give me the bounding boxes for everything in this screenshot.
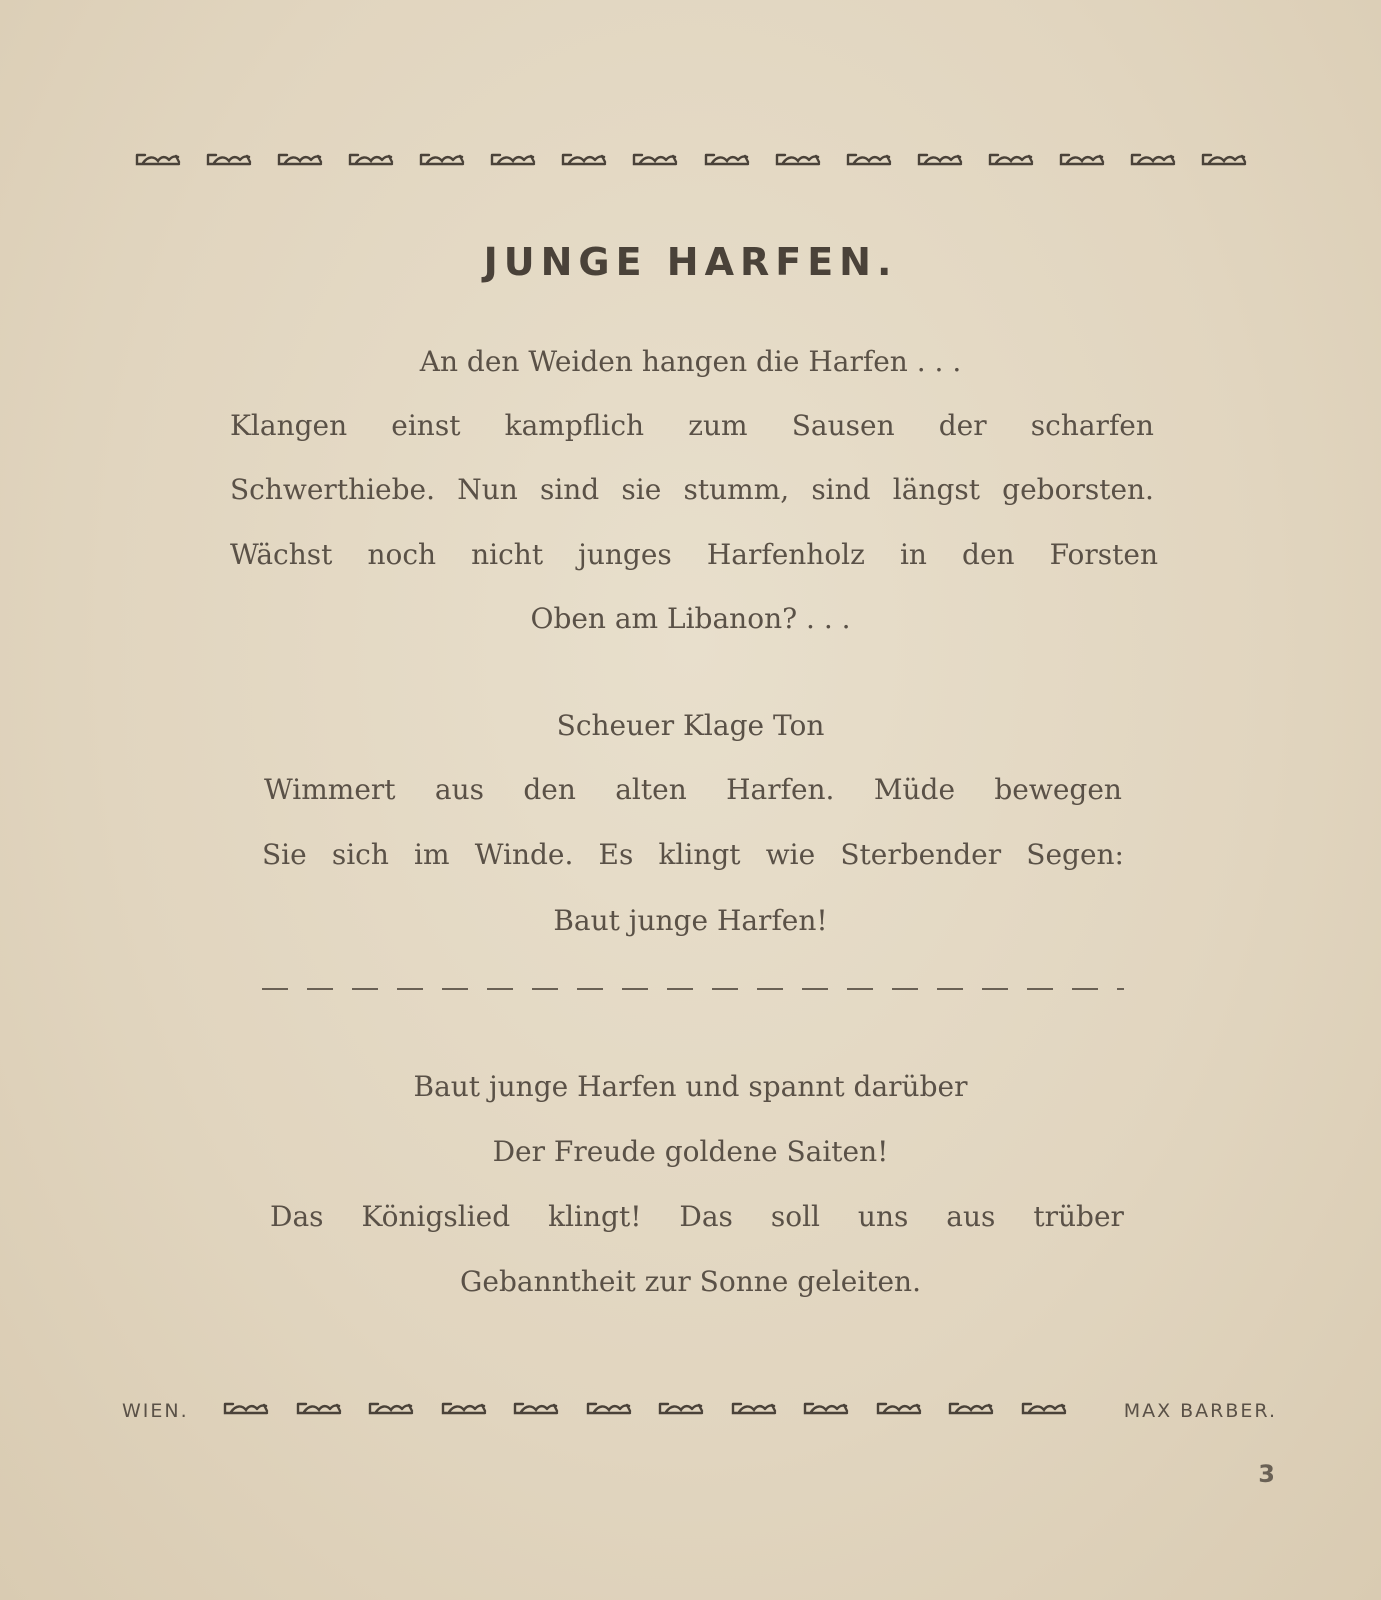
poem-word: alten bbox=[615, 773, 687, 806]
poem-word: Harfen. bbox=[726, 773, 835, 806]
poem-word: sind bbox=[811, 473, 871, 506]
poem-line: An den Weiden hangen die Harfen . . . bbox=[419, 345, 962, 378]
ornament-icon bbox=[585, 1401, 633, 1415]
ornament-icon bbox=[367, 1401, 415, 1415]
ornament-icon bbox=[1058, 152, 1106, 166]
poem-word: sie bbox=[621, 473, 662, 506]
ornament-icon bbox=[1129, 152, 1177, 166]
poem-word: sind bbox=[539, 473, 600, 506]
ornament-icon bbox=[205, 152, 253, 166]
poem-line bbox=[230, 409, 1154, 442]
poem-word: uns bbox=[857, 1200, 909, 1233]
ornament-icon bbox=[916, 152, 964, 166]
poem-word: klingt! bbox=[548, 1200, 642, 1233]
poem-word: geborsten. bbox=[1002, 473, 1154, 506]
ornament-icon bbox=[512, 1401, 560, 1415]
poem-word: nicht bbox=[471, 538, 544, 571]
ornament-icon bbox=[802, 1401, 850, 1415]
poem-line: Der Freude goldene Saiten! bbox=[492, 1135, 889, 1168]
page-number: 3 bbox=[1258, 1460, 1275, 1488]
ornament-icon bbox=[947, 1401, 995, 1415]
ornament-icon bbox=[295, 1401, 343, 1415]
poem-word: klingt bbox=[658, 838, 741, 871]
poem-line: Gebanntheit zur Sonne geleiten. bbox=[460, 1265, 921, 1298]
ornament-icon bbox=[440, 1401, 488, 1415]
poem-word: aus bbox=[946, 1200, 996, 1233]
ornament-icon bbox=[875, 1401, 923, 1415]
bottom-ornament-border bbox=[222, 1401, 1068, 1415]
ornament-icon bbox=[703, 152, 751, 166]
poem-word: Nun bbox=[457, 473, 518, 506]
ornament-icon bbox=[845, 152, 893, 166]
top-ornament-border bbox=[134, 152, 1248, 166]
ornament-icon bbox=[418, 152, 466, 166]
ornament-icon bbox=[347, 152, 395, 166]
poem-line bbox=[270, 1200, 1124, 1233]
poem-line: Baut junge Harfen! bbox=[553, 904, 828, 937]
poem-word: Das bbox=[270, 1200, 324, 1233]
poem-line: Baut junge Harfen und spannt darüber bbox=[413, 1070, 968, 1103]
poem-word: in bbox=[899, 538, 927, 571]
poem-word: sich bbox=[331, 838, 389, 871]
poem-word: soll bbox=[770, 1200, 820, 1233]
poem-word: einst bbox=[391, 409, 461, 442]
ornament-icon bbox=[774, 152, 822, 166]
poem-line bbox=[230, 538, 1158, 571]
poem-word: Das bbox=[679, 1200, 733, 1233]
poem-word: Schwerthiebe. bbox=[230, 473, 436, 506]
ornament-icon bbox=[1020, 1401, 1068, 1415]
author-name: MAX BARBER. bbox=[1123, 1400, 1277, 1422]
poem-word: Königslied bbox=[361, 1200, 511, 1233]
poem-word: Müde bbox=[873, 773, 956, 806]
poem-word: Winde. bbox=[474, 838, 574, 871]
poem-line bbox=[262, 838, 1124, 871]
poem-word: längst bbox=[892, 473, 980, 506]
ornament-icon bbox=[657, 1401, 705, 1415]
ornament-icon bbox=[134, 152, 182, 166]
poem-word: Wimmert bbox=[264, 773, 396, 806]
poem-word: junges bbox=[578, 538, 672, 571]
poem-word: aus bbox=[434, 773, 485, 806]
ornament-icon bbox=[276, 152, 324, 166]
poem-word: scharfen bbox=[1030, 409, 1154, 442]
poem-word: zum bbox=[688, 409, 748, 442]
poem-word: Klangen bbox=[230, 409, 348, 442]
poem-word: Harfenholz bbox=[706, 538, 865, 571]
poem-word: kampflich bbox=[504, 409, 645, 442]
poem-title: JUNGE HARFEN. bbox=[483, 240, 898, 284]
ornament-icon bbox=[489, 152, 537, 166]
poem-word: den bbox=[523, 773, 576, 806]
ornament-icon bbox=[1200, 152, 1248, 166]
poem-word: stumm, bbox=[683, 473, 790, 506]
poem-line: Scheuer Klage Ton bbox=[556, 709, 825, 742]
poem-word: Forsten bbox=[1049, 538, 1158, 571]
poem-word: Segen: bbox=[1026, 838, 1124, 871]
poem-word: Wächst bbox=[230, 538, 333, 571]
ornament-icon bbox=[987, 152, 1035, 166]
poem-word: im bbox=[414, 838, 450, 871]
poem-word: bewegen bbox=[994, 773, 1122, 806]
place-label: WIEN. bbox=[122, 1400, 189, 1422]
ornament-icon bbox=[730, 1401, 778, 1415]
ornament-icon bbox=[631, 152, 679, 166]
poem-word: den bbox=[962, 538, 1015, 571]
poem-line bbox=[264, 773, 1122, 806]
ornament-icon bbox=[560, 152, 608, 166]
poem-word: der bbox=[938, 409, 987, 442]
poem-word: trüber bbox=[1033, 1200, 1124, 1233]
poem-word: Es bbox=[598, 838, 634, 871]
poem-line bbox=[230, 473, 1154, 506]
ornament-icon bbox=[222, 1401, 270, 1415]
dashed-divider bbox=[262, 988, 1124, 990]
poem-word: wie bbox=[765, 838, 816, 871]
poem-word: noch bbox=[367, 538, 437, 571]
poem-line: Oben am Libanon? . . . bbox=[530, 602, 851, 635]
poem-word: Sterbender bbox=[840, 838, 1002, 871]
poem-word: Sausen bbox=[791, 409, 895, 442]
poem-word: Sie bbox=[262, 838, 307, 871]
